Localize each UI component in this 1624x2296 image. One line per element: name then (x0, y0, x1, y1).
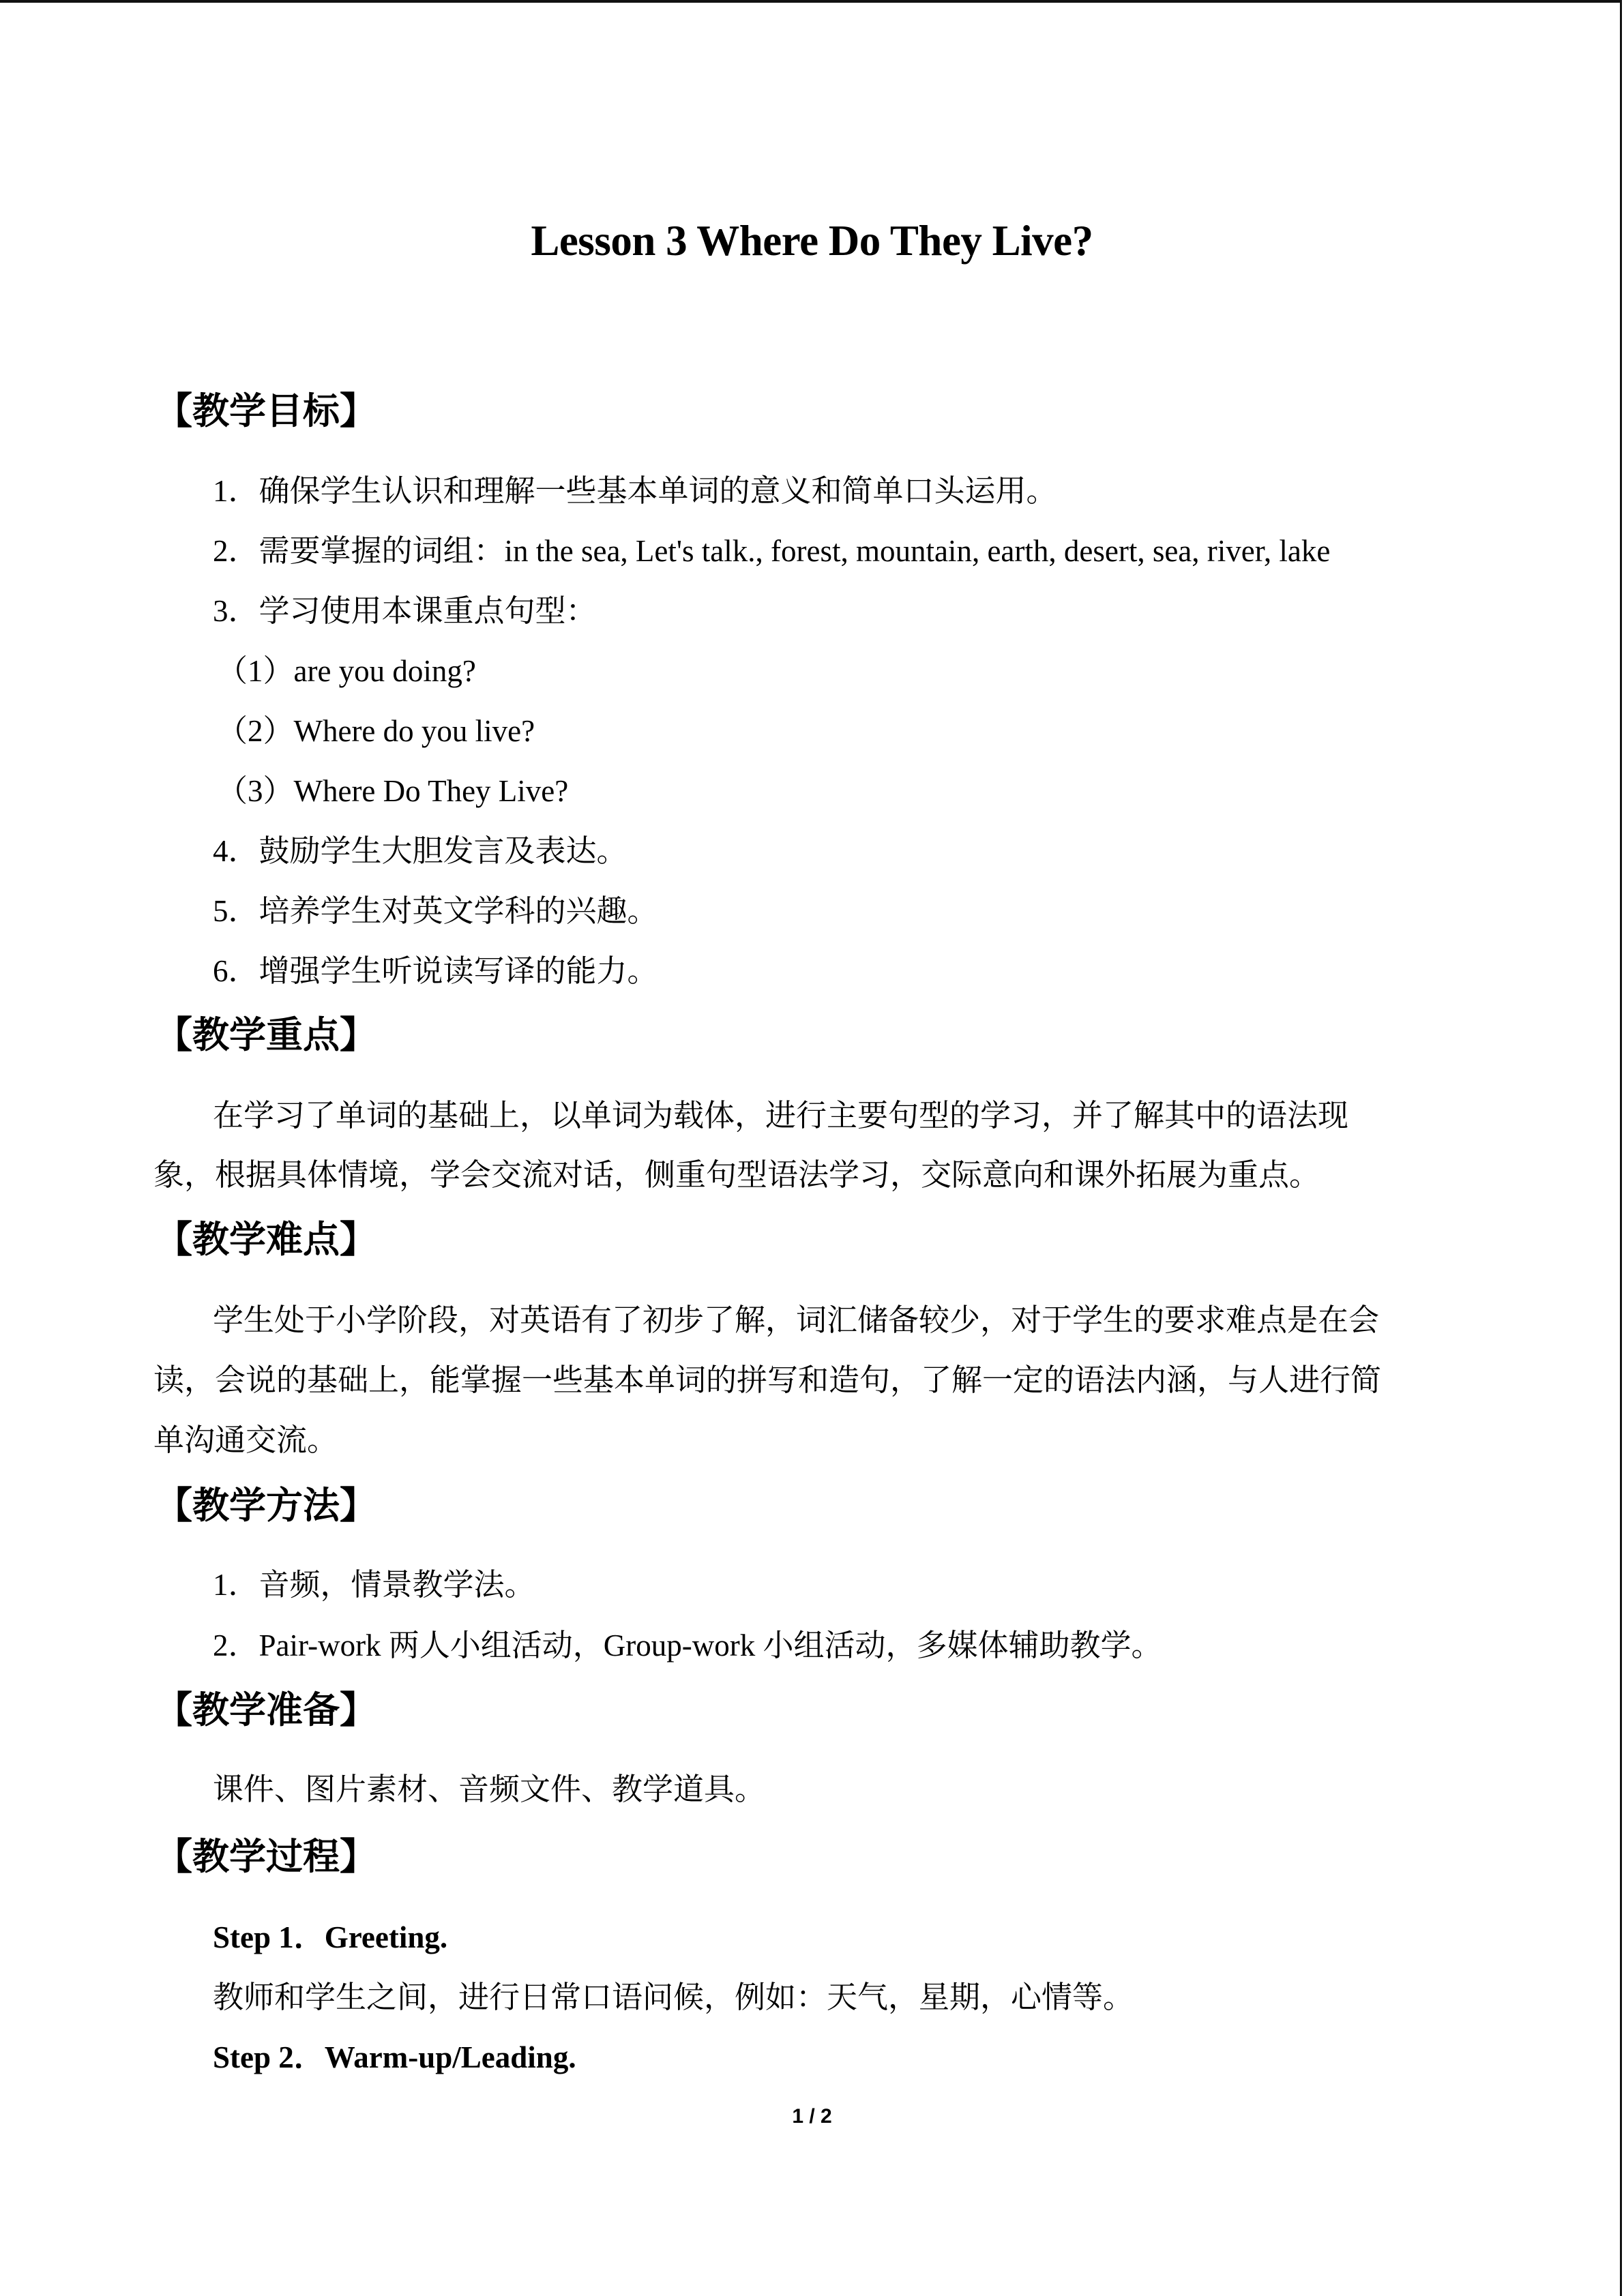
difficulties-line-2: 读，会说的基础上，能掌握一些基本单词的拼写和造句，了解一定的语法内涵，与人进行简 (153, 1363, 1382, 1397)
heading-objectives: 【教学目标】 (156, 389, 377, 432)
page-number: 1 / 2 (792, 2105, 832, 2128)
preparation-text: 课件、图片素材、音频文件、教学道具。 (213, 1772, 766, 1806)
sentence-pattern-2: （2）Where do you live? (217, 714, 535, 748)
objective-item-5: 5．培养学生对英文学科的兴趣。 (213, 894, 658, 928)
objective-item-6: 6．增强学生听说读写译的能力。 (213, 954, 658, 988)
difficulties-line-3: 单沟通交流。 (153, 1423, 338, 1457)
step-1-title: Step 1．Greeting. (213, 1920, 448, 1954)
step-1-body: 教师和学生之间，进行日常口语问候，例如：天气，星期，心情等。 (213, 1980, 1134, 2014)
difficulties-line-1: 学生处于小学阶段，对英语有了初步了解，词汇储备较少，对于学生的要求难点是在会 (213, 1303, 1380, 1337)
method-item-1: 1．音频，情景教学法。 (213, 1568, 535, 1602)
key-points-line-2: 象，根据具体情境，学会交流对话，侧重句型语法学习，交际意向和课外拓展为重点。 (153, 1158, 1320, 1192)
step-2-title: Step 2．Warm-up/Leading. (213, 2040, 576, 2074)
objective-item-4: 4．鼓励学生大胆发言及表达。 (213, 834, 628, 868)
heading-preparation: 【教学准备】 (156, 1688, 377, 1731)
objective-item-1: 1．确保学生认识和理解一些基本单词的意义和简单口头运用。 (213, 474, 1057, 508)
key-points-line-1: 在学习了单词的基础上，以单词为载体，进行主要句型的学习，并了解其中的语法现 (213, 1099, 1349, 1133)
method-item-2: 2．Pair-work 两人小组活动，Group-work 小组活动，多媒体辅助教学。 (213, 1628, 1162, 1663)
heading-process: 【教学过程】 (156, 1835, 377, 1878)
objective-item-2: 2．需要掌握的词组：in the sea, Let's talk., forest, mountain, earth, desert, sea, river, lake (213, 534, 1331, 568)
objective-item-3: 3．学习使用本课重点句型： (213, 594, 597, 628)
sentence-pattern-1: （1）are you doing? (217, 654, 476, 688)
document-title: Lesson 3 Where Do They Live? (531, 217, 1093, 265)
heading-key-points: 【教学重点】 (156, 1013, 377, 1056)
sentence-pattern-3: （3）Where Do They Live? (217, 774, 569, 808)
heading-difficulties: 【教学难点】 (156, 1218, 377, 1261)
heading-methods: 【教学方法】 (156, 1484, 377, 1527)
